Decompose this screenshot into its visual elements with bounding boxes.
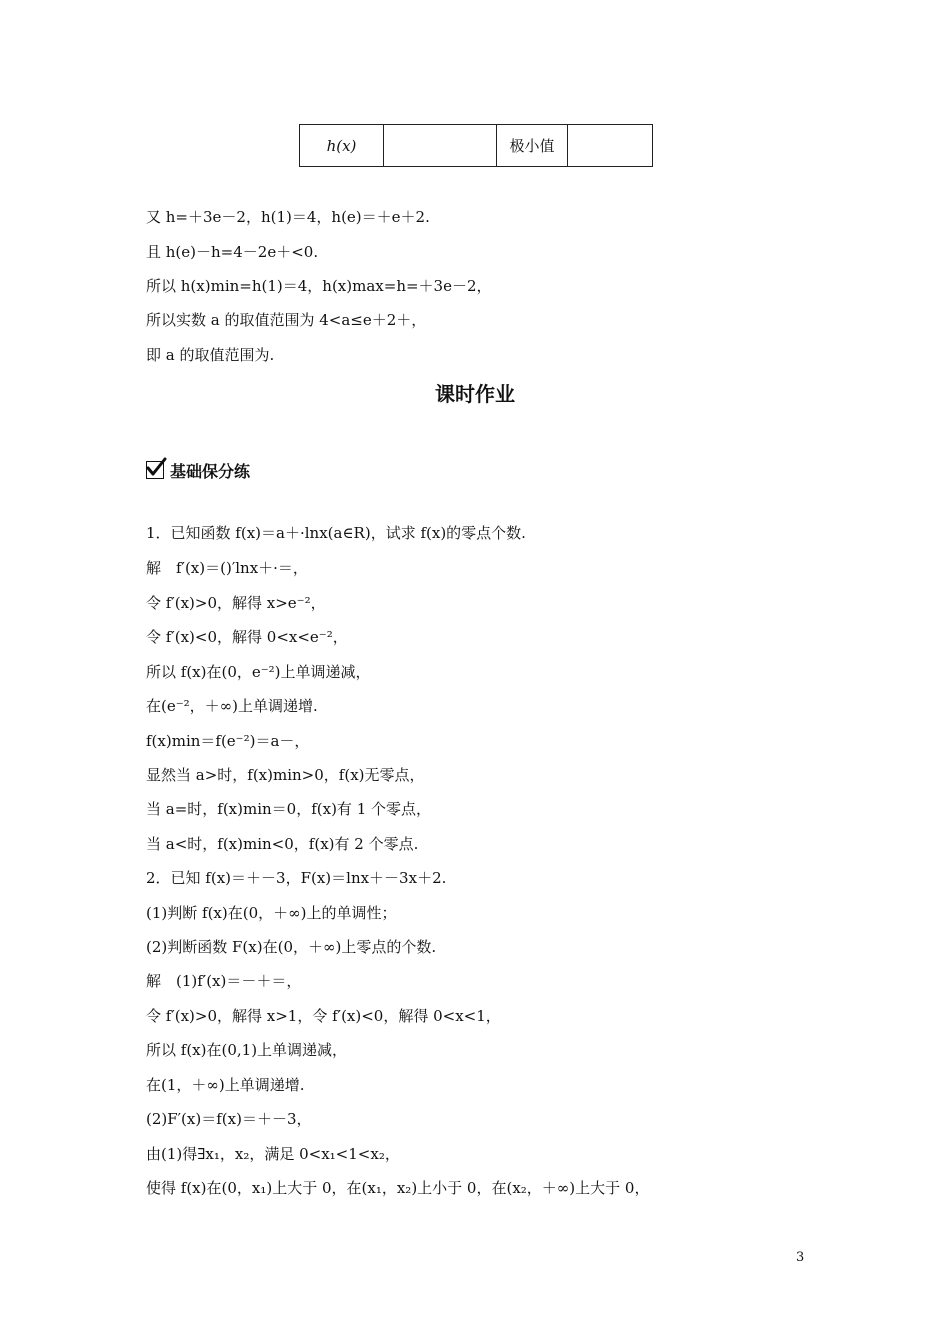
text-line: 1．已知函数 f(x)＝a＋·lnx(a∈R)，试求 f(x)的零点个数. (146, 524, 526, 542)
text-line: 所以实数 a 的取值范围为 4<a≤e＋2＋， (146, 311, 427, 329)
text-line: 令 f′(x)>0，解得 x>e⁻²， (146, 594, 326, 612)
text-line: 解 (1)f′(x)＝－＋＝， (146, 972, 302, 990)
text-line: 所以 f(x)在(0,1)上单调递减， (146, 1041, 348, 1059)
section-title: 课时作业 (435, 382, 515, 406)
text-line: 所以 f(x)在(0，e⁻²)上单调递减， (146, 663, 371, 681)
text-line: 且 h(e)－h=4－2e＋<0. (146, 243, 319, 261)
table-cell (568, 125, 653, 167)
text-line: 令 f′(x)>0，解得 x>1，令 f′(x)<0，解得 0<x<1， (146, 1007, 501, 1025)
text-line: 由(1)得∃x₁，x₂，满足 0<x₁<1<x₂， (146, 1145, 400, 1163)
text-line: 又 h=＋3e－2，h(1)＝4，h(e)＝＋e＋2. (146, 208, 430, 226)
text-line: 解 f′(x)＝()′lnx＋·＝， (146, 559, 308, 577)
text-line: 令 f′(x)<0，解得 0<x<e⁻²， (146, 628, 348, 646)
text-line: 即 a 的取值范围为. (146, 346, 275, 364)
text-line: 所以 h(x)min=h(1)＝4，h(x)max=h=＋3e－2， (146, 277, 492, 295)
text-line: 使得 f(x)在(0，x₁)上大于 0，在(x₁，x₂)上小于 0，在(x₂，＋∞)上大于 0， (146, 1179, 650, 1197)
text-line: 在(1，＋∞)上单调递增. (146, 1076, 305, 1094)
sub-heading (146, 459, 250, 481)
text-line: 在(e⁻²，＋∞)上单调递增. (146, 697, 318, 715)
text-line: (1)判断 f(x)在(0，＋∞)上的单调性； (146, 904, 397, 922)
monotonicity-table (299, 124, 653, 167)
checkbox-icon (146, 461, 164, 479)
text-line: 显然当 a>时，f(x)min>0，f(x)无零点， (146, 766, 425, 784)
sub-heading-label: 基础保分练 (170, 461, 251, 481)
text-line: 2．已知 f(x)＝＋－3，F(x)＝lnx＋－3x＋2. (146, 869, 447, 887)
text-line: f(x)min＝f(e⁻²)＝a－， (146, 732, 310, 750)
text-line: (2)F′(x)＝f(x)＝＋－3， (146, 1110, 312, 1128)
table-row (300, 125, 653, 167)
table-cell: h(x) (300, 125, 384, 167)
table-cell (384, 125, 497, 167)
text-line: (2)判断函数 F(x)在(0，＋∞)上零点的个数. (146, 938, 437, 956)
table-cell: 极小值 (497, 125, 568, 167)
page-number: 3 (796, 1250, 805, 1265)
text-line: 当 a=时，f(x)min＝0，f(x)有 1 个零点， (146, 800, 432, 818)
text-line: 当 a<时，f(x)min<0，f(x)有 2 个零点. (146, 835, 419, 853)
